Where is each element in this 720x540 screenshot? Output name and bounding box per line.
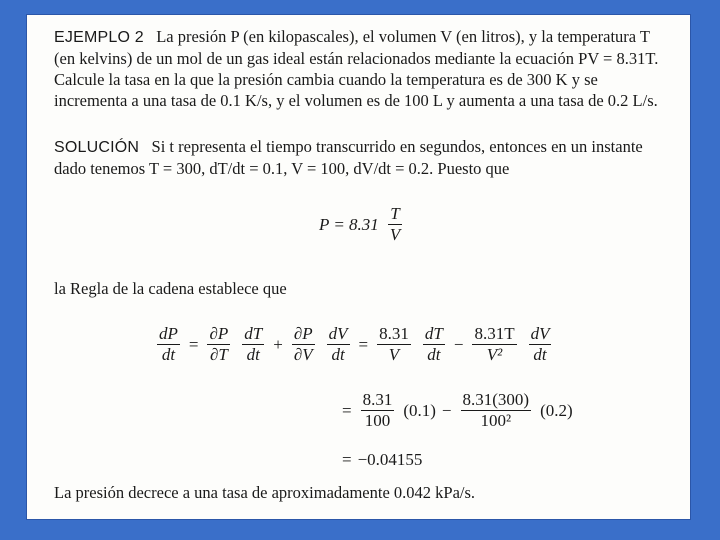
solution-paragraph <box>54 136 666 179</box>
chain-rule-result <box>342 450 422 470</box>
chain-rule-line-2 <box>342 390 573 431</box>
frac-pP-pV: $\frac{\partial P}{\partial V}$ <box>293 324 313 364</box>
factor-01: (0.1) <box>403 400 436 420</box>
equation-p-num: T <box>390 204 400 223</box>
frac-831-100: $\frac{8.31}{100}$ <box>362 390 393 430</box>
frac-831x300-1002: $\frac{8.31(300)}{\text{100²}}$ <box>462 390 530 430</box>
frac-dT-dt: $\frac{dT}{dt}$ <box>244 324 263 364</box>
equals-sign: = <box>358 334 369 354</box>
equation-p-den: V <box>389 225 401 244</box>
frac-831-V: $\frac{8.31}{V}$ <box>379 324 409 364</box>
solution-text: Si t representa el tiempo transcurrido en segundos, entonces en un instante dado tenemos T = 300, dT/dt = 0.1, V = 100, dV/dt = 0.2. Puesto que <box>54 137 643 178</box>
frac-dV-dt-2: $\frac{dV}{dt}$ <box>530 324 550 364</box>
example-text: La presión P (en kilopascales), el volumen V (en litros), y la temperatura T (en kelvins) de un mol de un gas ideal están relacionados mediante la ecuación PV = 8.31T. Calcule la tasa en la que la presión cambia cuando la temperatura es de 300 K y se incrementa a una tasa de 0.1 K/s, y el volumen es de 100 L y aumenta a una tasa de 0.2 L/s. <box>54 27 659 110</box>
chain-rule-text: la Regla de la cadena establece que <box>54 279 287 298</box>
minus-sign: − <box>441 400 452 420</box>
equals-sign: = <box>342 450 352 469</box>
textbook-page <box>26 14 691 520</box>
result-value: −0.04155 <box>357 450 423 469</box>
minus-sign: − <box>453 334 464 354</box>
example-paragraph <box>54 26 666 111</box>
frac-831T-V2: $\frac{8.31T}{\text{V²}}$ <box>474 324 515 364</box>
equation-p <box>319 204 405 245</box>
conclusion-text: La presión decrece a una tasa de aproximadamente 0.042 kPa/s. <box>54 483 476 502</box>
frac-pP-pT: $\frac{\partial P}{\partial T}$ <box>209 324 229 364</box>
frac-dP-dt: $\frac{dP}{dt}$ <box>159 324 178 364</box>
frac-dV-dt: $\frac{dV}{dt}$ <box>328 324 348 364</box>
solution-label: SOLUCIÓN <box>54 139 140 156</box>
chain-rule-line-1 <box>154 324 554 365</box>
equation-p-lhs: P = 8.31 <box>319 214 379 234</box>
equals-sign: = <box>342 400 352 420</box>
equation-p-fraction <box>388 204 402 245</box>
factor-02: (0.2) <box>540 400 573 420</box>
example-label: EJEMPLO 2 <box>54 29 144 46</box>
equals-sign: = <box>188 334 199 354</box>
plus-sign: + <box>273 334 283 354</box>
frac-dT-dt-2: $\frac{dT}{dt}$ <box>424 324 443 364</box>
